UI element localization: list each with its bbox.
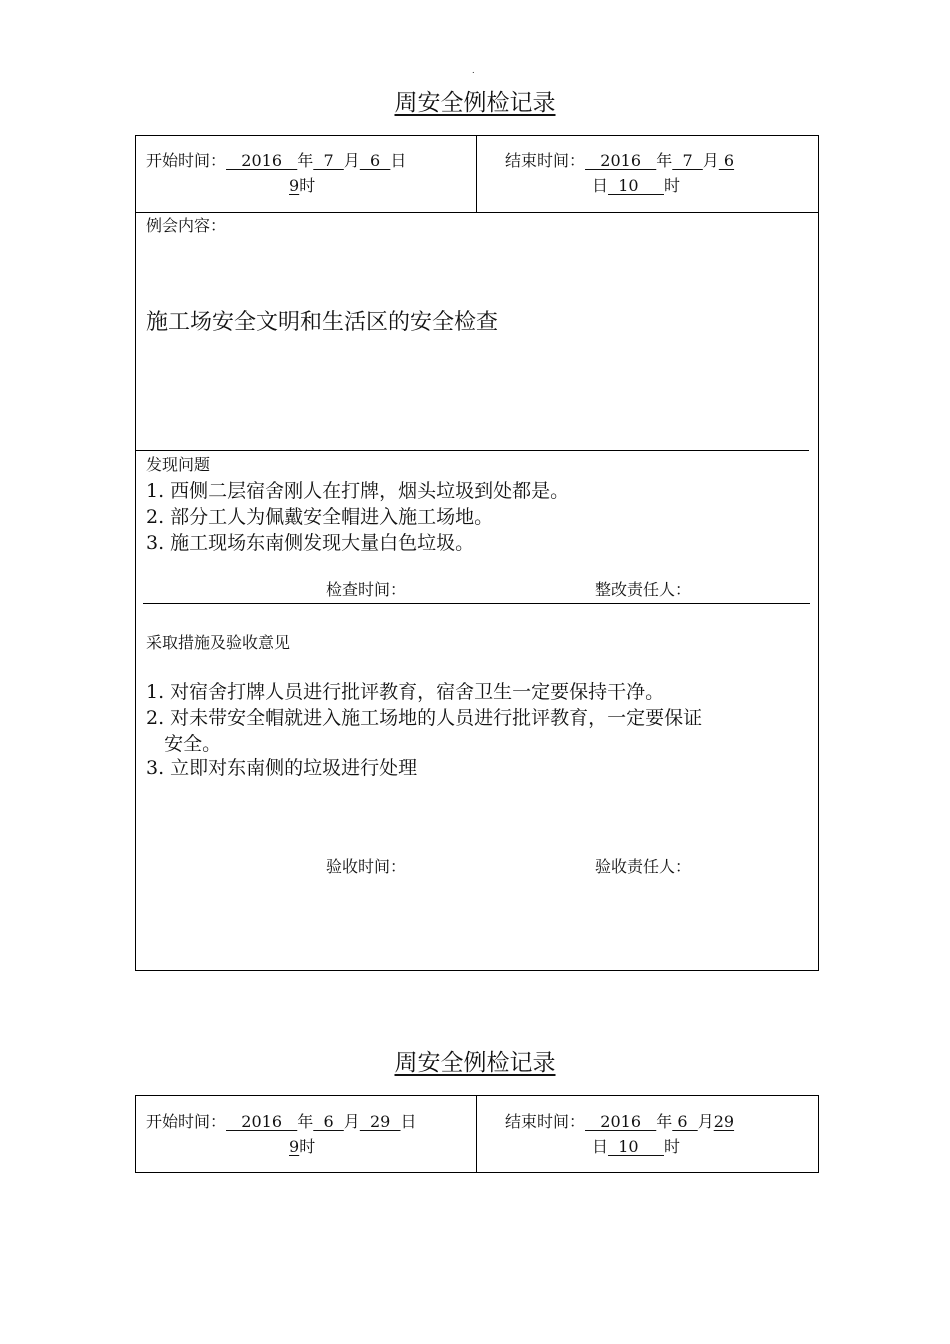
hour-unit: 时 — [299, 1137, 316, 1156]
time-divider — [476, 135, 477, 212]
issue-item: 3. 施工现场东南侧发现大量白色垃圾。 — [146, 532, 475, 554]
measure-item: 1. 对宿舍打牌人员进行批评教育，宿舍卫生一定要保持干净。 — [146, 681, 665, 703]
end-day-value: 29 — [713, 1112, 735, 1131]
section-divider — [143, 603, 810, 604]
content-label: 例会内容： — [146, 216, 227, 235]
start-hour — [289, 1135, 315, 1159]
hour-unit: 时 — [663, 176, 680, 195]
start-hour — [289, 174, 315, 198]
accept-person-label: 验收责任人： — [595, 857, 692, 876]
start-hour-value: 9 — [289, 176, 300, 195]
day-unit: 日 — [390, 151, 407, 170]
end-month-value: 6 — [672, 1112, 698, 1131]
end-year-value: 2016 — [585, 151, 657, 170]
record-title: 周安全例检记录 — [394, 1050, 556, 1076]
content-text: 施工场安全文明和生活区的安全检查 — [146, 310, 499, 335]
end-day-value: 6 — [718, 151, 735, 170]
day-unit: 日 — [400, 1112, 417, 1131]
end-time-label: 结束时间： — [505, 151, 586, 170]
page-dot: . — [472, 66, 475, 75]
issue-item: 2. 部分工人为佩戴安全帽进入施工场地。 — [146, 506, 494, 528]
start-time — [146, 149, 406, 173]
day-unit: 日 — [592, 176, 609, 195]
start-time — [146, 1110, 417, 1134]
start-day-value: 6 — [359, 151, 391, 170]
start-day-value: 29 — [359, 1112, 401, 1131]
day-unit: 日 — [592, 1137, 609, 1156]
end-hour-value: 10 — [608, 176, 664, 195]
year-unit: 年 — [656, 151, 673, 170]
issues-label: 发现问题 — [146, 455, 211, 474]
start-month-value: 7 — [313, 151, 344, 170]
measures-label: 采取措施及验收意见 — [146, 633, 291, 652]
start-month-value: 6 — [313, 1112, 344, 1131]
end-time — [505, 1110, 734, 1134]
start-hour-value: 9 — [289, 1137, 300, 1156]
month-unit: 月 — [343, 151, 360, 170]
measure-item: 安全。 — [146, 733, 222, 755]
issue-item: 1. 西侧二层宿舍刚人在打牌，烟头垃圾到处都是。 — [146, 480, 570, 502]
row-divider — [135, 212, 819, 213]
end-hour — [592, 1135, 680, 1159]
record-table — [135, 1095, 819, 1173]
time-divider — [476, 1095, 477, 1173]
end-time-label: 结束时间： — [505, 1112, 586, 1131]
end-hour-value: 10 — [608, 1137, 664, 1156]
month-unit: 月 — [702, 151, 719, 170]
end-year-value: 2016 — [585, 1112, 657, 1131]
end-hour — [592, 174, 680, 198]
start-time-label: 开始时间： — [146, 1112, 227, 1131]
measure-item: 3. 立即对东南侧的垃圾进行处理 — [146, 757, 418, 779]
hour-unit: 时 — [663, 1137, 680, 1156]
accept-time-label: 验收时间： — [326, 857, 407, 876]
record-title: 周安全例检记录 — [394, 90, 556, 116]
month-unit: 月 — [343, 1112, 360, 1131]
year-unit: 年 — [297, 1112, 314, 1131]
start-time-label: 开始时间： — [146, 151, 227, 170]
rectify-person-label: 整改责任人： — [595, 580, 692, 599]
year-unit: 年 — [297, 151, 314, 170]
measure-item: 2. 对未带安全帽就进入施工场地的人员进行批评教育，一定要保证 — [146, 707, 703, 729]
year-unit: 年 — [656, 1112, 673, 1131]
hour-unit: 时 — [299, 176, 316, 195]
row-divider — [135, 450, 809, 451]
month-unit: 月 — [697, 1112, 714, 1131]
start-year-value: 2016 — [226, 151, 298, 170]
end-month-value: 7 — [672, 151, 703, 170]
start-year-value: 2016 — [226, 1112, 298, 1131]
check-time-label: 检查时间： — [326, 580, 407, 599]
end-time — [505, 149, 734, 173]
